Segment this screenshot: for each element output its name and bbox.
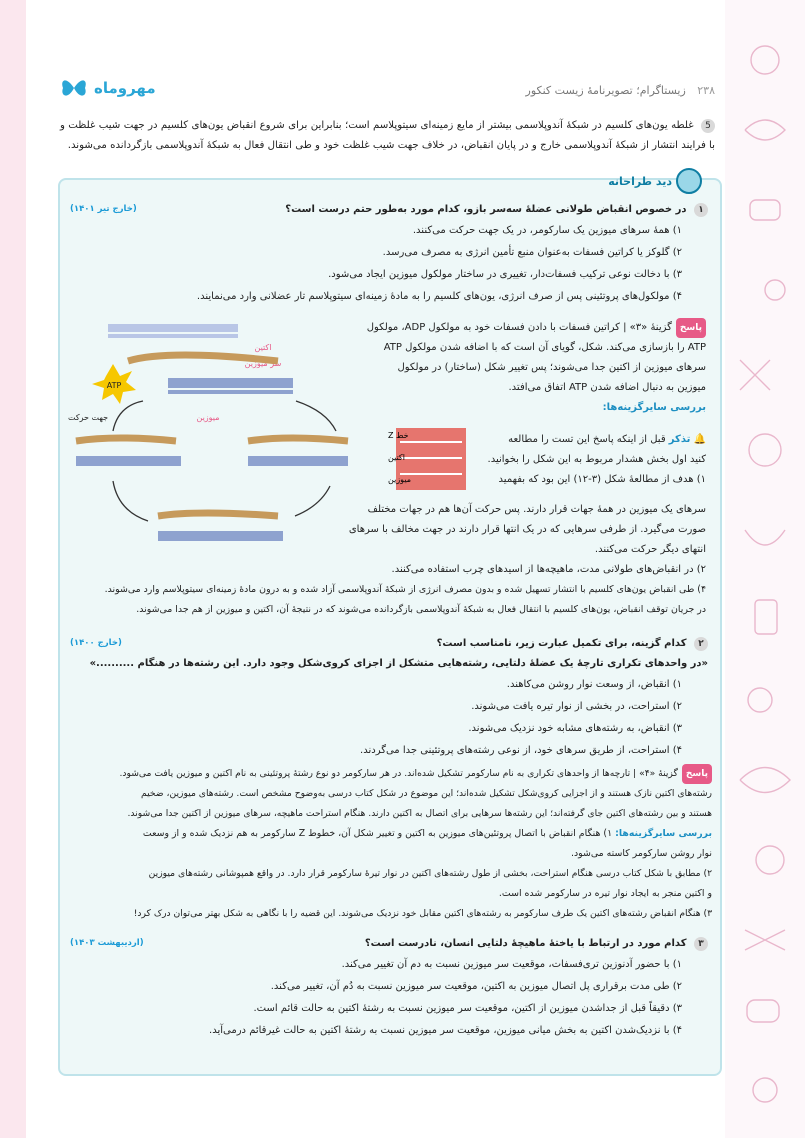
q3-option-2[interactable]: ۲) طی مدت برقراری پل اتصال میوزین به اکتین، موقعیت سر میوزین نسبت به دُم آن، تغییر می‌کند.: [270, 981, 682, 992]
page-number: ۲۳۸: [697, 84, 715, 97]
q1-option-1[interactable]: ۱) همهٔ سرهای میوزین یک سارکومر، در یک جهت حرکت می‌کنند.: [412, 225, 682, 236]
question-2: [72, 634, 708, 762]
box-title-text: دید طراحانه: [608, 174, 672, 188]
atp-label: ATP: [106, 381, 122, 390]
q2-review-line-3: ۲) مطابق با شکل کتاب درسی هنگام استراحت، بخشی از طول رشته‌های اکتین در نوار تیرهٔ سارکومر قرار دارد. در واقع همپوشانی رشته‌های میوزین: [148, 868, 712, 879]
q1-tip: [466, 430, 706, 490]
page-header: [60, 80, 715, 108]
q3-option-4[interactable]: ۴) با نزدیک‌شدن اکتین به بخش میانی میوزین، موقعیت سر میوزین نسبت به رشتهٔ اکتین به حالت غیرقائم درمی‌آید.: [209, 1025, 682, 1036]
q1-option-3[interactable]: ۳) با دخالت نوعی ترکیب فسفات‌دار، تغییری در ساختار مولکول میوزین ایجاد می‌شود.: [328, 269, 682, 280]
box-title: [608, 168, 702, 194]
q2-answer-label: پاسخ: [682, 764, 712, 784]
q1-answer: [351, 318, 706, 418]
q2-text: کدام گزینه، برای تکمیل عبارت زیر، نامناسب است؟: [436, 638, 687, 649]
sarc-actin-label: اکتین: [388, 453, 405, 462]
q1-tag: (خارج تیر ۱۴۰۱): [70, 204, 137, 214]
q2-option-1[interactable]: ۱) انقباض، از وسعت نوار روشن می‌کاهند.: [506, 679, 682, 690]
q2-review-line-2: نوار روشن سارکومر کاسته می‌شود.: [570, 848, 712, 859]
z-line-label: خط Z: [388, 431, 409, 440]
question-1: [72, 200, 708, 308]
actin-filament-left: [76, 438, 181, 466]
q1-answer-line-1: گزینهٔ «۳» | کراتین فسفات با دادن فسفات خود به مولکول ADP، مولکول: [366, 322, 672, 333]
q2-tag: (خارج ۱۴۰۰): [70, 638, 122, 648]
tip-line-2: کنید اول بخش هشدار مربوط به این شکل را بخوانید.: [487, 454, 706, 465]
review-line-5: ۲) در انقباض‌های طولانی مدت، ماهیچه‌ها از اسیدهای چرب استفاده می‌کنند.: [391, 564, 706, 575]
logo-text: مهروماه: [94, 79, 156, 97]
move-direction-label: جهت حرکت: [68, 413, 109, 422]
q2-answer: [66, 764, 712, 924]
q1-option-4[interactable]: ۴) مولکول‌های پروتئینی پس از صرف انرژی، یون‌های کلسیم را به مادهٔ زمینه‌ای سیتوپلاسم تار عضلانی وارد می‌نمایند.: [196, 291, 682, 302]
q1-text: در خصوص انقباض طولانی عضلهٔ سه‌سر بازو، کدام مورد به‌طور حتم درست است؟: [285, 204, 687, 215]
design-box: [58, 174, 722, 1076]
q2-option-2[interactable]: ۲) استراحت، در بخشی از نوار تیره یافت می‌شوند.: [471, 701, 682, 712]
bell-icon: 🔔: [693, 434, 706, 445]
q1-answer-label: پاسخ: [676, 318, 706, 338]
q2-review-line-1: ۱) هنگام انقباض با اتصال پروتئین‌های میوزین به اکتین و تغییر شکل آن، خطوط Z سارکومر به هم نزدیک شده و از وسعت: [142, 828, 613, 839]
q3-tag: (اردیبهشت ۱۴۰۳): [70, 938, 144, 948]
q3-number: ۳: [694, 937, 708, 951]
q2-answer-line-2: رشته‌های اکتین نازک هستند و از اجزایی کروی‌شکل تشکیل شده‌اند؛ این موضوع در شکل کتاب درسی به‌وضوح مشخص است. رشته‌های میوزین، ضخیم: [140, 788, 712, 799]
q1-review-title: بررسی سایرگزینه‌ها:: [602, 402, 706, 413]
review-line-1: ۱) هدف از مطالعهٔ شکل (۳-۱۲) این بود که بفهمید: [498, 474, 706, 485]
butterfly-icon: [60, 76, 88, 100]
review-line-7: در جریان توقف انقباض، یون‌های کلسیم با انتقال فعال به شبکهٔ آندوپلاسمی بازگردانده می‌شوند که در نتیجهٔ آن، اکتین و میوزین از هم جدا می‌شوند.: [136, 604, 706, 615]
atp-burst: [92, 364, 136, 404]
review-line-6: ۴) طی انقباض یون‌های کلسیم با انتشار تسهیل شده و بدون مصرف انرژی از شبکهٔ آندوپلاسمی آزاد شده و به درون مادهٔ زمینه‌ای سیتوپلاسم وارد می‌شوند.: [104, 584, 706, 595]
actin-label: اکتین: [254, 343, 272, 352]
myosin-label: میوزین: [196, 413, 220, 422]
q3-option-3[interactable]: ۳) دقیقاً قبل از جداشدن میوزین از اکتین، موقعیت سر میوزین نسبت به رشتهٔ اکتین به حالت قائم است.: [253, 1003, 682, 1014]
q1-answer-line-2: ATP را بازسازی می‌کند. شکل، گویای آن است که با اضافه شدن مولکول ATP: [383, 342, 706, 353]
q3-option-1[interactable]: ۱) با حضور آدنوزین تری‌فسفات، موقعیت سر میوزین نسبت به دم آن تغییر می‌کند.: [341, 959, 682, 970]
doodle-pattern: [725, 0, 805, 1138]
logo: [60, 76, 156, 100]
q1-option-2[interactable]: ۲) گلوکز یا کراتین فسفات به‌عنوان منبع تأمین انرژی به مصرف می‌رسد.: [382, 247, 682, 258]
q2-option-4[interactable]: ۴) استراحت، از طریق سرهای خود، از نوعی رشته‌های پروتئینی جدا می‌گردند.: [360, 745, 682, 756]
q1-answer-line-4: میوزین به دنبال اضافه شدن ATP اتفاق می‌افتد.: [508, 382, 706, 393]
q2-review-title: بررسی سایرگزینه‌ها:: [615, 828, 712, 839]
question-3: [72, 934, 708, 1042]
sarcomere-figure: [358, 426, 468, 494]
q2-review-line-4: و اکتین منجر به ایجاد نوار تیره در سارکومر شده است.: [498, 888, 712, 899]
q2-option-3[interactable]: ۳) انقباض، به رشته‌های مشابه خود نزدیک می‌شوند.: [468, 723, 682, 734]
review-line-2: سرهای یک میوزین در همهٔ جهات قرار دارند. پس حرکت آن‌ها هم در جهات مختلف: [367, 504, 706, 515]
q1-number: ۱: [694, 203, 708, 217]
q2-review-line-5: ۳) هنگام انقباض رشته‌های اکتین یک طرف سارکومر به رشته‌های اکتین مقابل خود نزدیک می‌شوند. این قضیه را با نگاهی به شکل بهتر می‌توان درک کرد!: [133, 908, 712, 919]
q2-answer-line-1: گزینهٔ «۴» | تارچه‌ها از واحدهای تکراری به نام سارکومر تشکیل شده‌اند. در هر سارکومر دو نوع رشتهٔ پروتئینی به نام اکتین و میوزین یافت می‌شود.: [119, 768, 678, 779]
myosin-head-label: سر میوزین: [244, 359, 282, 368]
tip-label: تذکر: [668, 434, 691, 445]
actin-filament-right: [248, 438, 348, 466]
q3-text: کدام مورد در ارتباط با یاختهٔ ماهیچهٔ دلتایی انسان، نادرست است؟: [364, 938, 687, 949]
doodle-background: [725, 0, 805, 1138]
intro-number: 5: [701, 119, 715, 133]
book-title: زیستاگرام؛ تصویرنامهٔ زیست کنکور: [525, 84, 686, 97]
intro-text: غلطه یون‌های کلسیم در شبکهٔ آندوپلاسمی بیشتر از مایع زمینه‌ای سیتوپلاسم است؛ بنابراین برای شروع انقباض یون‌های کلسیم در جهت شیب غلظت و با فرایند انتشار از شبکهٔ آندوپلاسمی خارج و در پایان انقباض، در خلاف جهت شیب غلظت خود و طی انتقال فعال به شبکهٔ آندوپلاسمی بازگردانده می‌شوند.: [60, 120, 715, 151]
q1-answer-line-3: سرهای میوزین از اکتین جدا می‌شوند؛ پس تغییر شکل (ساختار) در مولکول: [397, 362, 706, 373]
compass-icon: [676, 168, 702, 194]
sarc-myosin-label: میوزین: [388, 475, 412, 484]
left-color-strip: [0, 0, 26, 1138]
review-line-4: انتهای دیگر حرکت می‌کنند.: [594, 544, 706, 555]
q2-statement: «در واحدهای تکراری تارچهٔ یک عضلهٔ دلتایی، رشته‌هایی متشکل از اجزای کروی‌شکل وجود دارد. این رشته‌ها در هنگام ..........»: [89, 658, 708, 669]
q2-answer-line-3: هستند و بین رشته‌های اکتین جای گرفته‌اند؛ این رشته‌ها سرهایی برای اتصال به اکتین دارند. هنگام استراحت ماهیچه، سرهای میوزین از اکتین جدا می‌شوند.: [127, 808, 712, 819]
intro-paragraph: [60, 116, 715, 156]
q2-number: ۲: [694, 637, 708, 651]
page-info: [526, 84, 715, 97]
q1-review: [68, 500, 706, 620]
review-line-3: صورت می‌گیرد. از طرفی سرهایی که در یک انتها قرار دارند در جهت مخالف با سرهای: [348, 524, 706, 535]
tip-line-1: قبل از اینکه پاسخ این تست را مطالعه: [508, 434, 666, 445]
